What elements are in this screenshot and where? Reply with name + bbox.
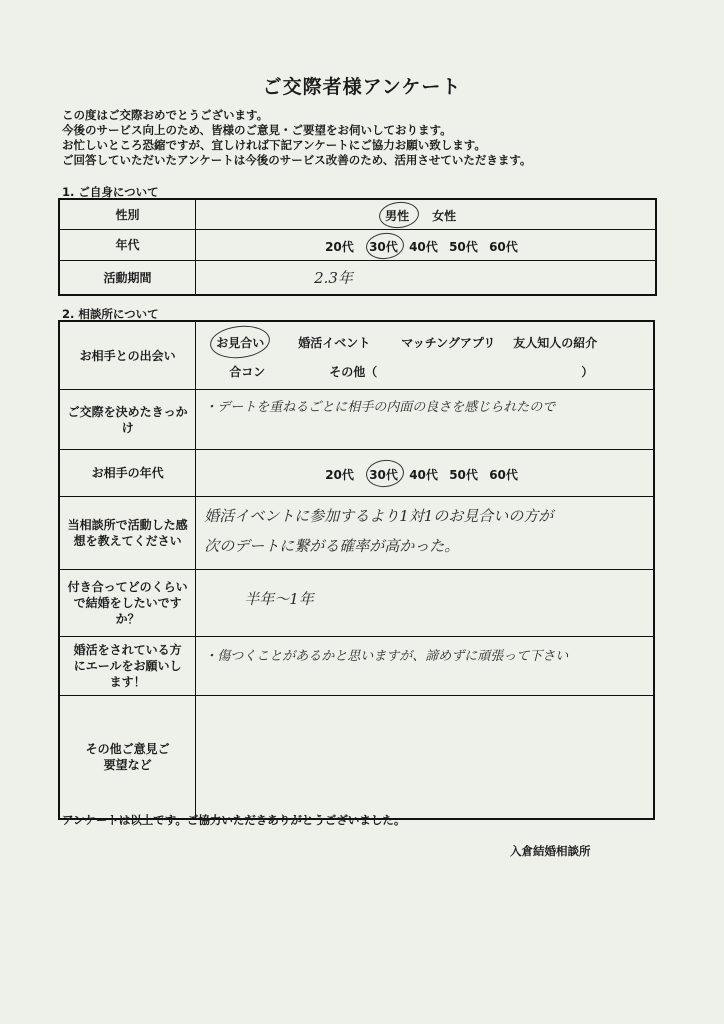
other-answer-cell[interactable] — [196, 696, 654, 820]
meeting-option-omiai[interactable]: お見合い — [216, 336, 265, 350]
intro-line: お忙しいところ恐縮ですが、宜しければ下記アンケートにご協力お願い致します。 — [62, 138, 486, 152]
footer-text: アンケートは以上です。ご協力いただきありがとうございました。 — [62, 813, 406, 827]
meeting-row — [59, 321, 654, 390]
gender-option-female[interactable]: 女性 — [432, 209, 457, 223]
period-label: 活動期間 — [59, 261, 196, 296]
intro-line: 今後のサービス向上のため、皆様のご意見・ご要望をお伺いしております。 — [62, 123, 452, 137]
meeting-option-friend[interactable]: 友人知人の紹介 — [513, 336, 598, 350]
duration-label — [59, 570, 196, 637]
impression-label-text: 当相談所で活動した感想を教えてください — [67, 518, 188, 548]
impression-answer-line-2[interactable]: 次のデートに繋がる確率が高かった。 — [204, 537, 460, 555]
age-label: 年代 — [59, 230, 196, 261]
gender-row — [59, 199, 656, 230]
age-option-60s[interactable]: 60代 — [489, 240, 518, 254]
partner-age-option-20s[interactable]: 20代 — [325, 468, 354, 482]
section1-title: 1. ご自身について — [62, 185, 159, 199]
age-option-20s[interactable]: 20代 — [325, 240, 354, 254]
intro-line: この度はご交際おめでとうございます。 — [62, 108, 269, 122]
cheer-label-text: 婚活をされている方にエールをお願いします！ — [73, 643, 182, 689]
partner-age-label: お相手の年代 — [59, 450, 196, 497]
partner-age-option-60s[interactable]: 60代 — [489, 468, 518, 482]
cheer-row — [59, 637, 654, 696]
impression-label — [59, 497, 196, 570]
reason-row — [59, 390, 654, 450]
meeting-other-close: ） — [581, 365, 594, 379]
duration-label-text: 付き合ってどのくらいで結婚をしたいですか？ — [67, 580, 188, 626]
other-label-text: その他ご意見ご要望など — [85, 742, 170, 772]
meeting-label: お相手との出会い — [59, 321, 196, 390]
intro-line: ご回答していただいたアンケートは今後のサービス改善のため、活用させていただきます。 — [62, 153, 532, 167]
impression-answer-cell — [196, 497, 654, 570]
partner-age-option-30s[interactable]: 30代 — [369, 468, 398, 482]
partner-age-row — [59, 450, 654, 497]
age-option-50s[interactable]: 50代 — [449, 240, 478, 254]
meeting-option-goukon[interactable]: 合コン — [229, 365, 266, 379]
meeting-options — [196, 321, 654, 390]
reason-answer[interactable]: ・デートを重ねるごとに相手の内面の良さを感じられたので — [204, 400, 556, 415]
agency-name: 入倉結婚相談所 — [510, 844, 591, 858]
cheer-label — [59, 637, 196, 696]
duration-answer-cell — [196, 570, 654, 637]
reason-label-text: ご交際を決めたきっかけ — [67, 404, 188, 435]
intro-text — [62, 108, 531, 168]
impression-row — [59, 497, 654, 570]
gender-option-male[interactable]: 男性 — [385, 209, 410, 223]
reason-label — [59, 390, 196, 450]
section2-title: 2. 相談所について — [62, 307, 159, 321]
self-info-table — [58, 198, 657, 296]
other-row — [59, 696, 654, 820]
partner-age-option-40s[interactable]: 40代 — [409, 468, 438, 482]
duration-row — [59, 570, 654, 637]
partner-age-options — [196, 450, 654, 497]
cheer-answer-cell — [196, 637, 654, 696]
duration-answer[interactable]: 半年〜1年 — [244, 590, 314, 608]
age-option-40s[interactable]: 40代 — [409, 240, 438, 254]
page-title: ご交際者様アンケート — [262, 76, 462, 98]
meeting-option-event[interactable]: 婚活イベント — [298, 336, 371, 350]
agency-info-table — [58, 320, 655, 820]
period-row — [59, 261, 656, 296]
gender-options — [196, 199, 656, 230]
cheer-answer[interactable]: ・傷つくことがあるかと思いますが、諦めずに頑張って下さい — [204, 649, 569, 664]
meeting-option-app[interactable]: マッチングアプリ — [401, 336, 496, 350]
reason-answer-cell — [196, 390, 654, 450]
age-row — [59, 230, 656, 261]
age-options — [196, 230, 656, 261]
impression-answer-line-1[interactable]: 婚活イベントに参加するより1対1のお見合いの方が — [204, 507, 554, 525]
period-answer[interactable]: 2.3年 — [314, 269, 353, 287]
period-answer-cell — [196, 261, 656, 296]
gender-label: 性別 — [59, 199, 196, 230]
age-option-30s[interactable]: 30代 — [369, 240, 398, 254]
meeting-option-other[interactable]: その他（ — [329, 365, 378, 379]
partner-age-option-50s[interactable]: 50代 — [449, 468, 478, 482]
other-label — [59, 696, 196, 820]
